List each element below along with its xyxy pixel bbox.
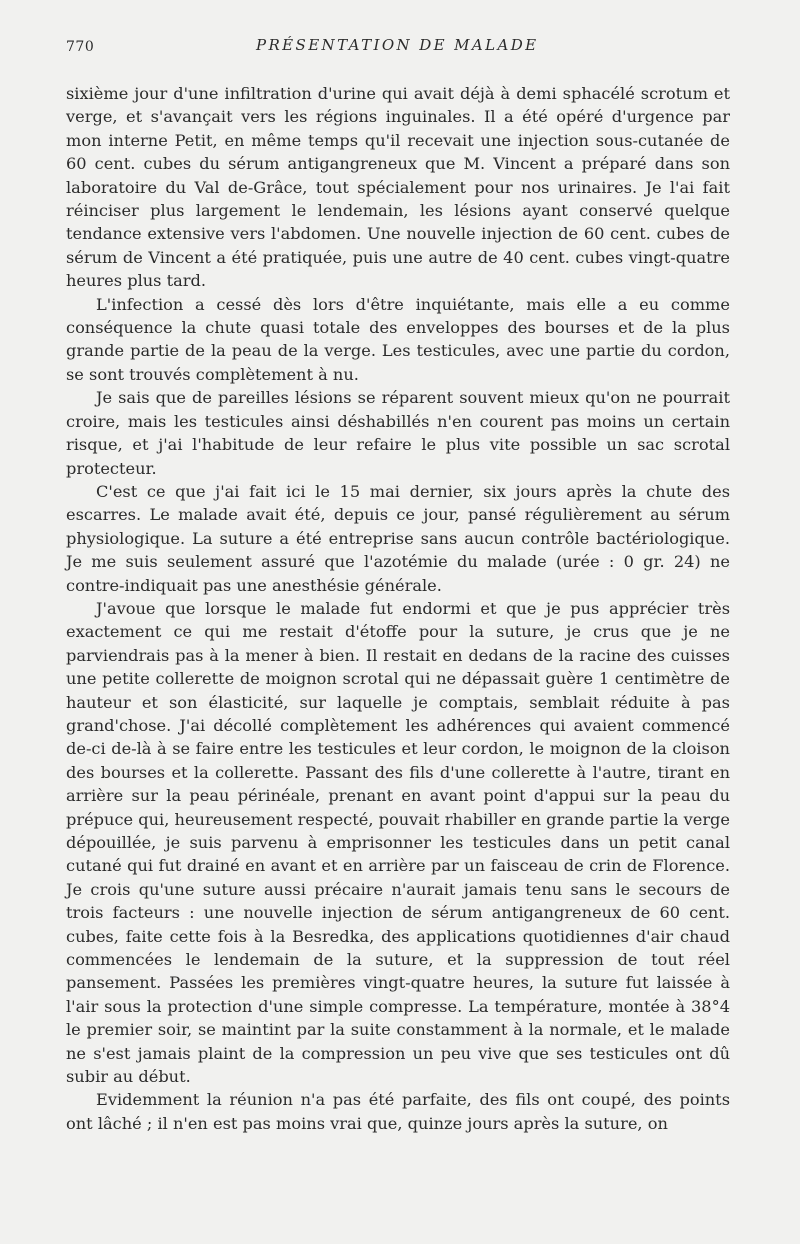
- body-text: [66, 82, 730, 1135]
- paragraph-2: L'infection a cessé dès lors d'être inquiétante, mais elle a eu comme conséquence la chute quasi totale des enveloppes des bourses et de la plus grande partie de la peau de la verge. Les testicules, avec une partie du cordon, se sont trouvés complètement à nu.: [66, 294, 730, 384]
- paragraph-4: C'est ce que j'ai fait ici le 15 mai dernier, six jours après la chute des escarres. Le malade avait été, depuis ce jour, pansé régulièrement au sérum physiologique. La suture a été entreprise sans aucun contrôle bactériologique. Je me suis seulement assuré que l'azotémie du malade (urée : 0 gr. 24) ne contre-indiquait pas une anesthésie générale.: [66, 481, 730, 595]
- running-title: PRÉSENTATION DE MALADE: [256, 36, 539, 54]
- paragraph-1: sixième jour d'une infiltration d'urine qui avait déjà à demi sphacélé scrotum et verge, et s'avançait vers les régions inguinales. Il a été opéré d'urgence par mon interne Petit, en même temps qu'il recevait une injection sous-cutanée de 60 cent. cubes du sérum antigangreneux que M. Vincent a préparé dans son laboratoire du Val de-Grâce, tout spécialement pour nos urinaires. Je l'ai fait réinciser plus largement le lendemain, les lésions ayant conservé quelque tendance extensive vers l'abdomen. Une nouvelle injection de 60 cent. cubes de sérum de Vincent a été pratiquée, puis une autre de 40 cent. cubes vingt-quatre heures plus tard.: [66, 84, 730, 291]
- page-number: 770: [66, 39, 95, 55]
- running-header: [66, 36, 730, 60]
- paragraph-6: Evidemment la réunion n'a pas été parfaite, des fils ont coupé, des points ont lâché ; il n'en est pas moins vrai que, quinze jours après la suture, on: [66, 1090, 730, 1133]
- paragraph-5: J'avoue que lorsque le malade fut endormi et que je pus apprécier très exactement ce qui me restait d'étoffe pour la suture, je crus que je ne parviendrais pas à la mener à bien. Il restait en dedans de la racine des cuisses une petite collerette de moignon scrotal qui ne dépassait guère 1 centimètre de hauteur et son élasticité, sur laquelle je comptais, semblait réduite à pas grand'chose. J'ai décollé complètement les adhérences qui avaient commencé de-ci de-là à se faire entre les testicules et leur cordon, le moignon de la cloison des bourses et la collerette. Passant des fils d'une collerette à l'autre, tirant en arrière sur la peau périnéale, prenant en avant point d'appui sur la peau du prépuce qui, heureusement respecté, pouvait rhabiller en grande partie la verge dépouillée, je suis parvenu à emprisonner les testicules dans un petit canal cutané qui fut drainé en avant et en arrière par un faisceau de crin de Florence. Je crois qu'une suture aussi précaire n'aurait jamais tenu sans le secours de trois facteurs : une nouvelle injection de sérum antigangreneux de 60 cent. cubes, faite cette fois à la Besredka, des applications quotidiennes d'air chaud commencées le lendemain de la suture, et la suppression de tout réel pansement. Passées les premières vingt-quatre heures, la suture fut laissée à l'air sous la protection d'une simple compresse. La température, montée à 38°4 le premier soir, se maintint par la suite constamment à la normale, et le malade ne s'est jamais plaint de la compression un peu vive que ses testicules ont dû subir au début.: [66, 598, 730, 1087]
- paragraph-3: Je sais que de pareilles lésions se réparent souvent mieux qu'on ne pourrait croire, mais les testicules ainsi déshabillés n'en courent pas moins un certain risque, et j'ai l'habitude de leur refaire le plus vite possible un sac scrotal protecteur.: [66, 388, 730, 478]
